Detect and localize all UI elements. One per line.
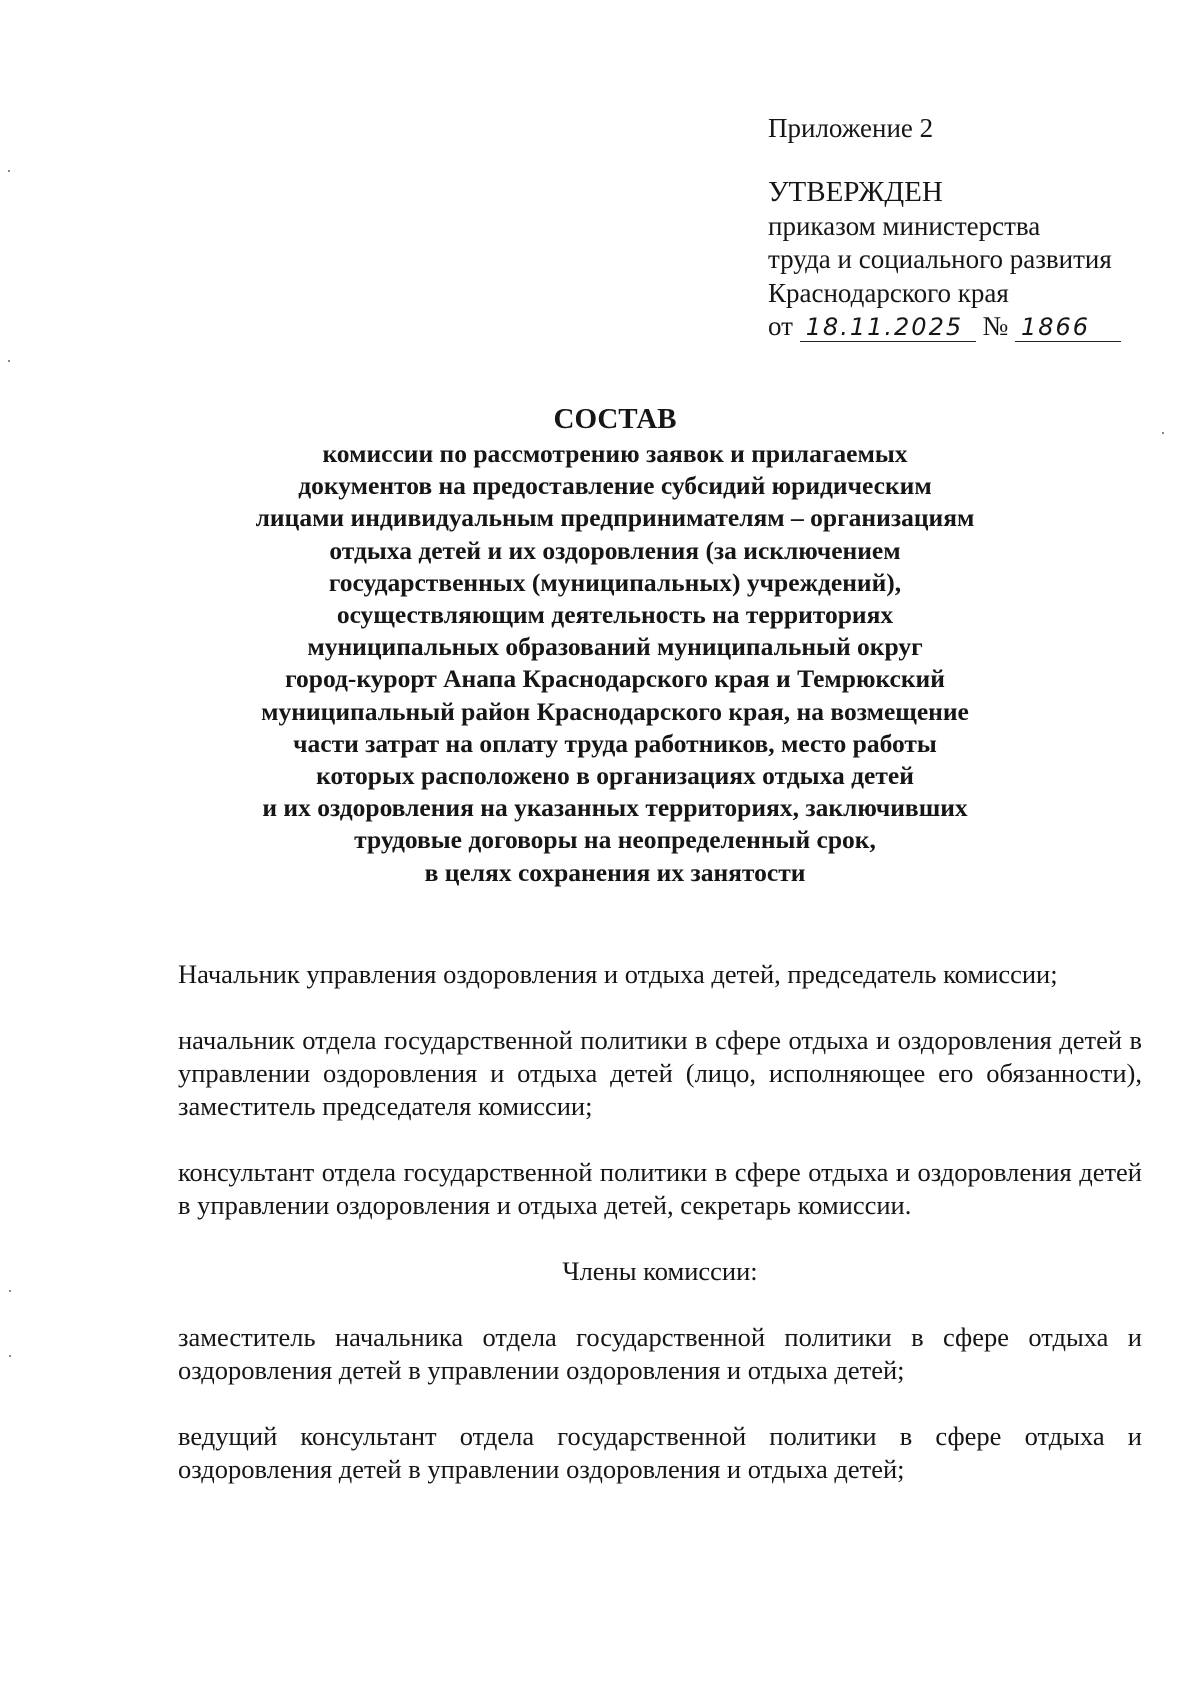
- title-line: лицами индивидуальным предпринимателям – организациям: [255, 503, 975, 533]
- title-line: и их оздоровления на указанных территориях, заключивших: [262, 793, 968, 823]
- title-line: государственных (муниципальных) учреждений),: [328, 567, 902, 597]
- title-line: части затрат на оплату труда работников, место работы: [293, 728, 937, 758]
- order-date-number-line: [768, 310, 1168, 344]
- order-date-handwritten: 18.11.2025: [800, 313, 976, 342]
- title-line: документов на предоставление субсидий юридическим: [298, 471, 932, 501]
- scan-speck: [8, 170, 10, 172]
- document-title: СОСТАВ: [553, 403, 677, 435]
- approval-line: приказом министерства: [768, 210, 1041, 241]
- order-number-handwritten: 1866: [1015, 313, 1121, 342]
- approval-line: Краснодарского края: [768, 277, 1009, 308]
- scan-speck: [9, 1355, 11, 1357]
- approved-label: УТВЕРЖДЕН: [768, 175, 943, 208]
- title-line: муниципальных образований муниципальный округ: [307, 632, 923, 662]
- approval-block: [768, 112, 1168, 344]
- chairman-paragraph: Начальник управления оздоровления и отдыха детей, председатель комиссии;: [178, 959, 1058, 989]
- title-line: осуществляющим деятельность на территориях: [336, 600, 894, 630]
- scan-speck: [8, 360, 10, 362]
- title-line: город-курорт Анапа Краснодарского края и Темрюкский: [285, 664, 945, 694]
- title-line: комиссии по рассмотрению заявок и прилагаемых: [322, 439, 908, 468]
- appendix-label: Приложение 2: [768, 113, 934, 143]
- scan-speck: [1162, 432, 1164, 434]
- title-line: отдыха детей и их оздоровления (за исключением: [329, 535, 901, 565]
- member-paragraph: заместитель начальника отдела государственной политики в сфере отдыха и оздоровления детей в управлении оздоровления и отдыха детей;: [178, 1322, 1142, 1385]
- title-line: трудовые договоры на неопределенный срок,: [354, 825, 876, 855]
- scan-speck: [9, 1290, 11, 1292]
- members-heading: Члены комиссии:: [562, 1256, 758, 1286]
- deputy-chairman-paragraph: начальник отдела государственной политики в сфере отдыха и оздоровления детей в управлении оздоровления и отдыха детей (лицо, исполняющее его обязанности), заместитель председателя комиссии;: [178, 1025, 1142, 1121]
- number-prefix: №: [982, 311, 1009, 341]
- title-line: в целях сохранения их занятости: [424, 857, 806, 887]
- date-prefix: от: [768, 311, 793, 341]
- commission-members-list: [178, 958, 1142, 1486]
- title-line: которых расположено в организациях отдыха детей: [316, 761, 914, 791]
- title-block: [215, 402, 1015, 889]
- title-line: муниципальный район Краснодарского края, на возмещение: [261, 696, 969, 726]
- member-paragraph: ведущий консультант отдела государственной политики в сфере отдыха и оздоровления детей в управлении оздоровления и отдыха детей;: [178, 1421, 1142, 1484]
- secretary-paragraph: консультант отдела государственной политики в сфере отдыха и оздоровления детей в управлении оздоровления и отдыха детей, секретарь комиссии.: [178, 1157, 1142, 1220]
- approval-line: труда и социального развития: [768, 244, 1112, 274]
